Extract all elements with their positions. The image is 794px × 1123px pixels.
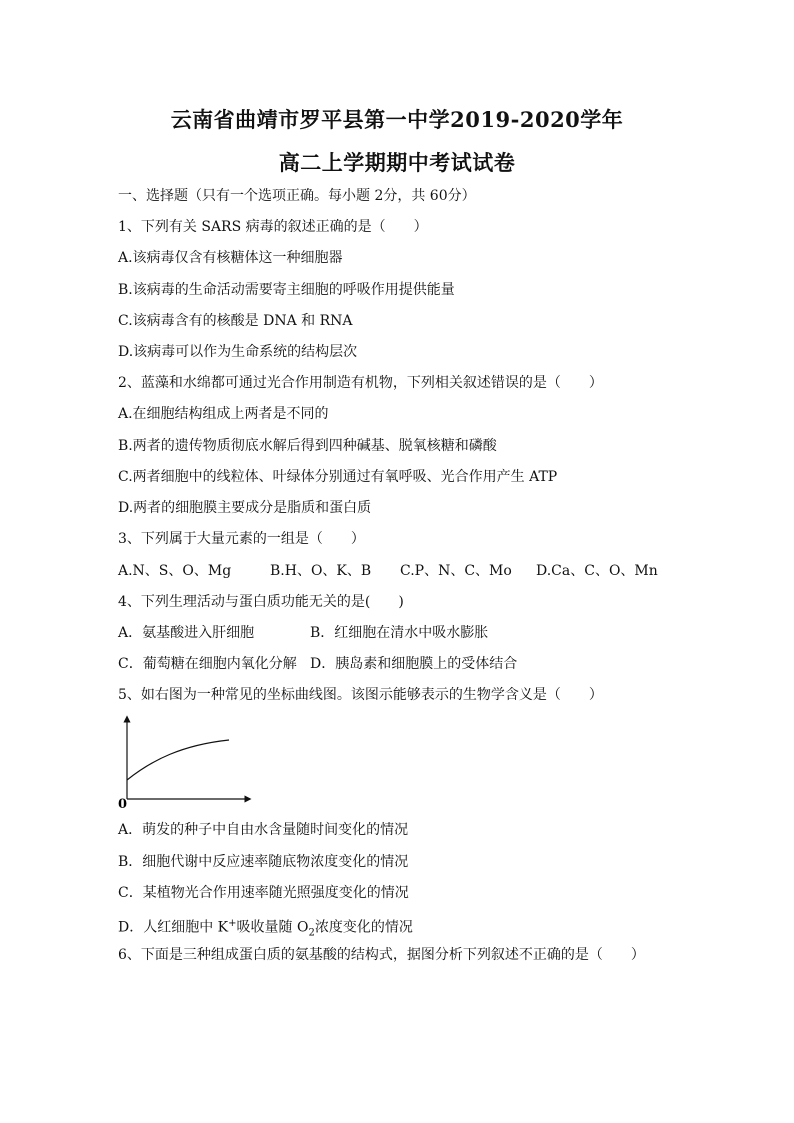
question-3-option-b: B.H、O、K、B [270, 563, 372, 579]
question-4-option-a: A．氨基酸进入肝细胞 [118, 625, 255, 641]
question-3-stem: 3、下列属于大量元素的一组是（ ） [118, 531, 365, 547]
question-3-option-c: C.P、N、C、Mo [400, 563, 512, 579]
saturation-curve [127, 740, 229, 780]
potassium-charge: + [228, 918, 237, 929]
question-5-option-c: C．某植物光合作用速率随光照强度变化的情况 [118, 885, 409, 901]
question-2-option-b: B.两者的遗传物质彻底水解后得到四种碱基、脱氧核糖和磷酸 [118, 438, 497, 454]
question-4-stem: 4、下列生理活动与蛋白质功能无关的是( ) [118, 594, 404, 610]
question-2-option-c: C.两者细胞中的线粒体、叶绿体分别通过有氧呼吸、光合作用产生 ATP [118, 469, 558, 485]
question-1-option-a: A.该病毒仅含有核糖体这一种细胞器 [118, 250, 343, 266]
question-4-option-b: B．红细胞在清水中吸水膨胀 [310, 625, 489, 641]
question-5-option-b: B．细胞代谢中反应速率随底物浓度变化的情况 [118, 854, 409, 870]
question-2-stem: 2、蓝藻和水绵都可通过光合作用制造有机物，下列相关叙述错误的是（ ） [118, 375, 603, 391]
question-4-option-c: C．葡萄糖在细胞内氧化分解 [118, 656, 297, 672]
option-d-text-pre: D．人红细胞中 K [118, 919, 229, 936]
question-6-stem: 6、下面是三种组成蛋白质的氨基酸的结构式，据图分析下列叙述不正确的是（ ） [118, 947, 645, 963]
question-2-option-a: A.在细胞结构组成上两者是不同的 [118, 406, 329, 422]
exam-title-line2: 高二上学期期中考试试卷 [278, 150, 516, 175]
question-1-option-b: B.该病毒的生命活动需要寄主细胞的呼吸作用提供能量 [118, 282, 455, 298]
question-1-option-c: C.该病毒含有的核酸是 DNA 和 RNA [118, 313, 353, 329]
question-3-option-a: A.N、S、O、Mg [118, 563, 232, 579]
question-2-option-d: D.两者的细胞膜主要成分是脂质和蛋白质 [118, 500, 372, 516]
exam-title-line1: 云南省曲靖市罗平县第一中学2019-2020学年 [170, 107, 624, 132]
question-1-option-d: D.该病毒可以作为生命系统的结构层次 [118, 344, 358, 360]
question-5-option-a: A．萌发的种子中自由水含量随时间变化的情况 [118, 822, 409, 838]
graph-origin-label: 0 [118, 797, 128, 812]
coordinate-curve-graph [112, 715, 252, 815]
question-5-stem: 5、如右图为一种常见的坐标曲线图。该图示能够表示的生物学含义是（ ） [118, 687, 603, 703]
section-heading: 一、选择题（只有一个选项正确。每小题 2分，共 60分） [118, 188, 476, 204]
question-1-stem: 1、下列有关 SARS 病毒的叙述正确的是（ ） [118, 219, 428, 235]
question-5-option-d [118, 915, 413, 942]
question-3-option-d: D.Ca、C、O、Mn [536, 563, 658, 579]
question-4-option-d: D．胰岛素和细胞膜上的受体结合 [310, 656, 518, 672]
option-d-text-post: 浓度变化的情况 [314, 919, 413, 936]
option-d-text-mid: 吸收量随 O [236, 919, 309, 936]
oxygen-subscript: 2 [308, 927, 315, 939]
